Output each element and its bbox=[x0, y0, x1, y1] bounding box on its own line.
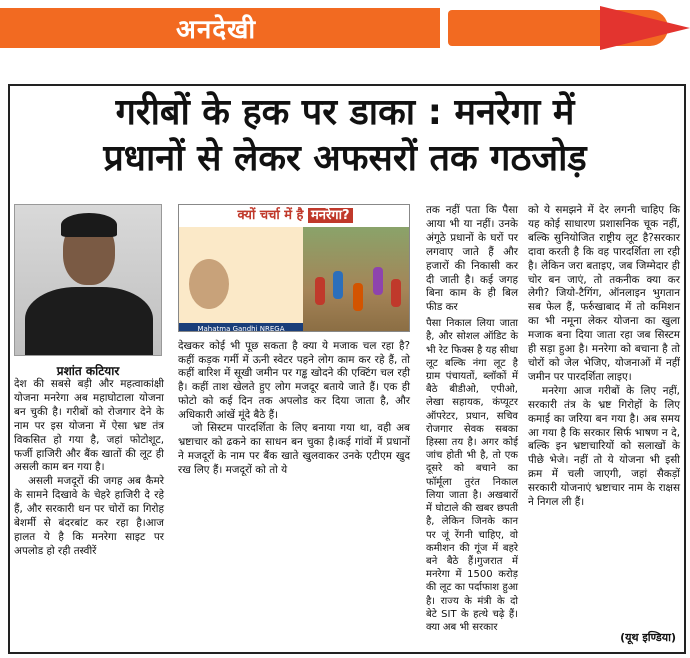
article-paragraph: देश की सबसे बड़ी और महत्वाकांक्षी योजना मनरेगा अब महाघोटाला योजना बन चुकी है। गरीबों को रोजगार देने के नाम पर इस योजना में ऐसा भ्रष्ट तंत्र विकसित हो गया है, जहां फोटोशूट, फर्जी हाजिरी और बैंक खातों की लूट ही असली काम बन गया है। bbox=[14, 378, 164, 474]
author-name: प्रशांत कटियार bbox=[56, 364, 120, 378]
headline bbox=[12, 90, 678, 182]
worker-figure bbox=[391, 279, 401, 307]
article-paragraph: पैसा निकाल लिया जाता है, और सोशल ऑडिट के भी रेट फिक्स है यह सीधा लूट बल्कि नंगा लूट है ग्राम पंचायतों, ब्लॉकों में बैठे बीडीओ, एपीओ, लेखा सहायक, कंप्यूटर ऑपरेटर, प्रधान, सचिव रोजगार सेवक सबका हिस्सा तय है। अगर कोई जांच होती भी है, तो एक दूसरे को बचाने का फॉर्मूला तुरंत निकाल लिया जाता है। अखबारों में घोटाले की खबर छपती है, लेकिन जिनके कान पर जूं रेंगनी चाहिए, वो कमीशन की गूंज में बहरे बने बैठे हैं।गुजरात में मनरेगा में 1500 करोड़ की लूट का पर्दाफाश हुआ है। राज्य के मंत्री के दो बेटे SIT के हत्थे चढ़े हैं। क्या अब भी सरकार bbox=[426, 318, 518, 633]
gandhi-portrait-icon bbox=[189, 259, 229, 309]
byline-signature: (यूथ इण्डिया) bbox=[620, 631, 676, 644]
author-photo bbox=[14, 204, 162, 356]
worker-figure bbox=[333, 271, 343, 299]
worker-figure bbox=[315, 277, 325, 305]
poster-caption: Mahatma Gandhi NREGA bbox=[179, 323, 303, 332]
article-paragraph: असली मजदूरों की जगह अब कैमरे के सामने दिखावे के चेहरे हाजिरी दे रहे हैं, और सरकारी धन पर चोरों का गिरोह बेशर्मी से बंदरबांट कर रहा है।आज हालत ये है कि मनरेगा साइट पर अपलोड हो रही तस्वीरें bbox=[14, 475, 164, 557]
article-column-1 bbox=[14, 378, 164, 559]
article-column-4 bbox=[528, 204, 680, 510]
worker-figure bbox=[353, 283, 363, 311]
article-paragraph: मनरेगा आज गरीबों के लिए नहीं, सरकारी तंत्र के भ्रष्ट गिरोहों के लिए कमाई का जरिया बन गया है। अब समय आ गया है कि सरकार सिर्फ भाषण न दे, बल्कि इन भ्रष्टाचारियों को सलाखों के पीछे भेजे। नहीं तो ये योजना भी इसी क्रम में चली जाएगी, जहां सैकड़ों सरकारी योजनाएं भ्रष्टाचार नाम के राक्षस ने निगल ली हैं। bbox=[528, 384, 680, 509]
section-tag: अनदेखी bbox=[176, 15, 257, 45]
mnrega-poster-image bbox=[178, 204, 410, 332]
headline-line-2: प्रधानों से लेकर अफसरों तक गठजोड़ bbox=[103, 138, 587, 179]
poster-title-prefix: क्यों चर्चा में है bbox=[237, 208, 308, 223]
article-column-2 bbox=[178, 340, 410, 477]
article-column-3 bbox=[426, 204, 518, 315]
headline-line-1: गरीबों के हक पर डाका : मनरेगा में bbox=[115, 92, 575, 133]
poster-title-highlight: मनरेगा? bbox=[308, 208, 353, 223]
article-paragraph: जो सिस्टम पारदर्शिता के लिए बनाया गया था, वही अब भ्रष्टाचार को ढकने का साधन बन चुका है।कई गांवों में प्रधानों ने मजदूरों के नाम पर बैंक खाते खुलवाकर उनके एटीएम खुद रख लिए हैं। मजदूरों को तो ये bbox=[178, 422, 410, 476]
article-column-3-cont bbox=[426, 317, 518, 634]
poster-workers-photo bbox=[303, 227, 410, 332]
article-paragraph: देखकर कोई भी पूछ सकता है क्या ये मजाक चल रहा है? कहीं कड़क गर्मी में ऊनी स्वेटर पहने लोग काम कर रहे हैं, तो कहीं बारिश में सूखी जमीन पर गड्ढ खोदने की एक्टिंग चल रही है। कहीं ताश खेलते हुए लोग मजदूर बताये जाते हैं। एक ही फोटो को कई दिन तक अपलोड कर दिया जाता है, और अधिकारी आंखें मूंदे बैठे हैं। bbox=[178, 340, 410, 421]
header-banner bbox=[0, 0, 690, 62]
worker-figure bbox=[373, 267, 383, 295]
poster-logo-panel bbox=[179, 227, 303, 332]
article-paragraph: तक नहीं पता कि पैसा आया भी या नहीं। उनके अंगूठे प्रधानों के घरों पर लगवाए जाते हैं और हजारों की निकासी कर दी जाती है। कई जगह बिना काम के ही बिल फीड कर bbox=[426, 204, 518, 314]
article-paragraph: को ये समझने में देर लगनी चाहिए कि यह कोई साधारण प्रशासनिक चूक नहीं, बल्कि सुनियोजित राष्ट्रीय लूट है?सरकार दावा करती है कि वह पारदर्शिता ला रही है। लेकिन जरा बताइए, जब जिम्मेदार ही चोर बन जाएं, तो तकनीक क्या कर लेगी? जियो-टैगिंग, ऑनलाइन भुगतान सब फेल हैं, फर्रुखाबाद में तो कमिशन का भी नमूना लेकर योजना का खुला मजाक बना दिया जाता रहा जब सिस्टम ही सड़ा हुआ है। मनरेगा को बचाना है तो चोरों को जेल भेजिए, योजनाओं में नहीं जमीन पर पारदर्शिता लाइए। bbox=[528, 204, 680, 383]
poster-title bbox=[179, 205, 410, 227]
